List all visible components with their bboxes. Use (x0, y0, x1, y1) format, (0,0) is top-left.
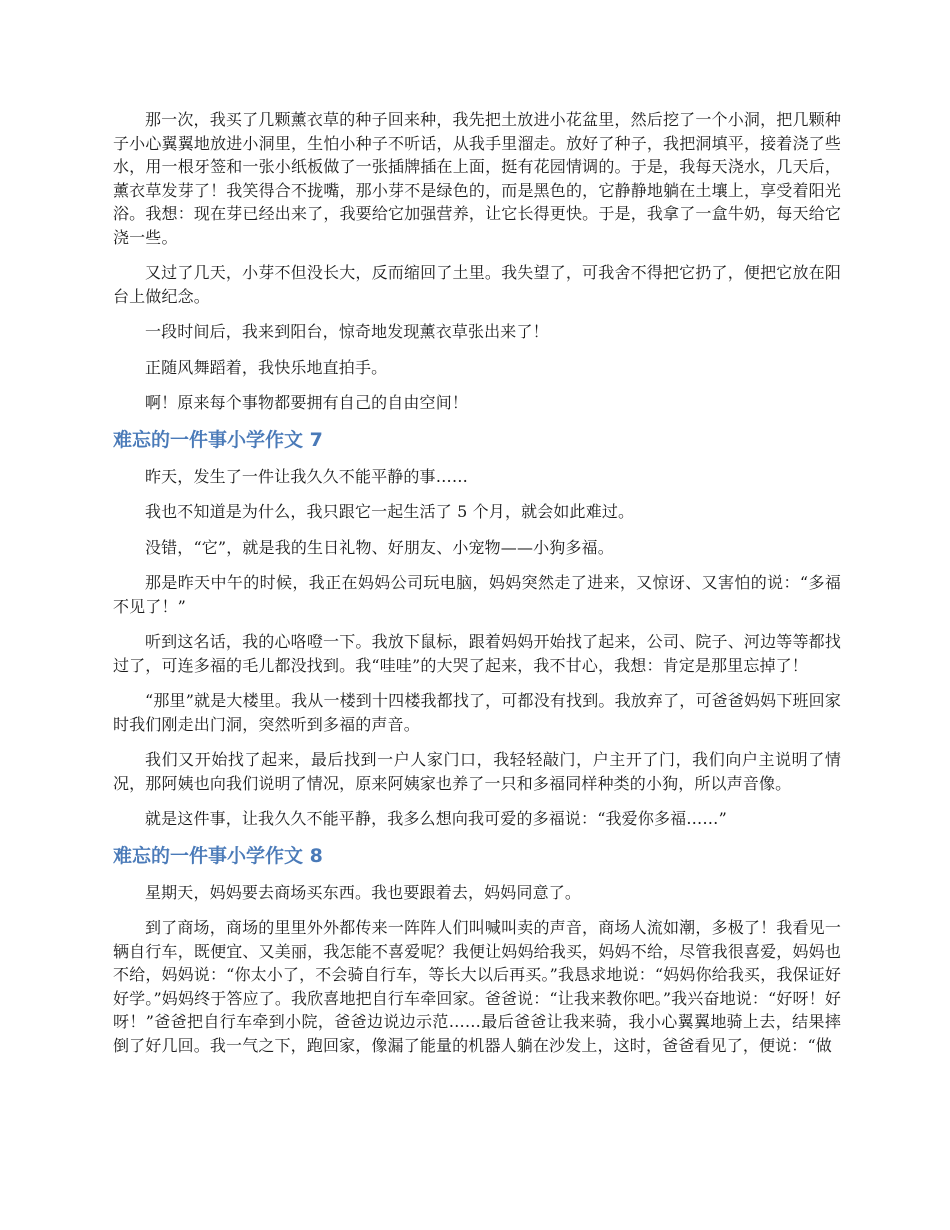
paragraph: 就是这件事，让我久久不能平静，我多么想向我可爱的多福说：“我爱你多福……” (145, 809, 727, 828)
paragraph: 我也不知道是为什么，我只跟它一起生活了 5 个月，就会如此难过。 (145, 502, 635, 521)
paragraph: 到了商场，商场的里里外外都传来一阵阵人们叫喊叫卖的声音，商场人流如潮，多极了！我看见一辆自行车，既便宜、又美丽，我怎能不喜爱呢？我便让妈妈给我买，妈妈不给，尽管我很喜爱，妈妈也不给，妈妈说：“你太小了，不会骑自行车，等长大以后再买。”我恳求地说：“妈妈你给我买，我保证好好学。”妈妈终于答应了。我欣喜地把自行车牵回家。爸爸说：“让我来教你吧。”我兴奋地说：“好呀！好呀！”爸爸把自行车牵到小院，爸爸边说边示范……最后爸爸让我来骑，我小心翼翼地骑上去，结果摔倒了好几回。我一气之下，跑回家，像漏了能量的机器人躺在沙发上，这时，爸爸看见了，便说：“做 (113, 918, 841, 1055)
paragraph: 一段时间后，我来到阳台，惊奇地发现薰衣草张出来了！ (145, 322, 549, 341)
document-page (113, 108, 841, 1069)
paragraph: 没错，“它”，就是我的生日礼物、好朋友、小宠物——小狗多福。 (145, 537, 614, 557)
essay-section-6-continued (113, 108, 841, 415)
section-heading: 难忘的一件事小学作文 7 (113, 428, 323, 451)
essay-section-7 (113, 427, 841, 831)
paragraph: 啊！原来每个事物都要拥有自己的自由空间！ (145, 393, 469, 412)
section-heading: 难忘的一件事小学作文 8 (113, 844, 323, 867)
paragraph: “那里”就是大楼里。我从一楼到十四楼我都找了，可都没有找到。我放弃了，可爸爸妈妈下班回家时我们刚走出门洞，突然听到多福的声音。 (113, 691, 841, 734)
essay-section-8 (113, 843, 841, 1058)
paragraph: 星期天，妈妈要去商场买东西。我也要跟着去，妈妈同意了。 (145, 882, 582, 902)
paragraph: 那一次，我买了几颗薰衣草的种子回来种，我先把土放进小花盆里，然后挖了一个小洞，把几颗种子小心翼翼地放进小洞里，生怕小种子不听话，从我手里溜走。放好了种子，我把洞填平，接着浇了些水，用一根牙签和一张小纸板做了一张插牌插在上面，挺有花园情调的。于是，我每天浇水，几天后，薰衣草发芽了！我笑得合不拢嘴，那小芽不是绿色的，而是黑色的，它静静地躺在土壤上，享受着阳光浴。我想：现在芽已经出来了，我要给它加强营养，让它长得更快。于是，我拿了一盒牛奶，每天给它浇一些。 (113, 110, 841, 247)
paragraph: 那是昨天中午的时候，我正在妈妈公司玩电脑，妈妈突然走了进来，又惊讶、又害怕的说：“多福不见了！” (113, 573, 841, 616)
paragraph: 正随风舞蹈着，我快乐地直拍手。 (145, 357, 388, 377)
paragraph: 听到这名话，我的心咯噔一下。我放下鼠标，跟着妈妈开始找了起来，公司、院子、河边等等都找过了，可连多福的毛儿都没找到。我“哇哇”的大哭了起来，我不甘心，我想：肯定是那里忘掉了！ (113, 632, 841, 675)
paragraph: 我们又开始找了起来，最后找到一户人家门口，我轻轻敲门，户主开了门，我们向户主说明了情况，那阿姨也向我们说明了情况，原来阿姨家也养了一只和多福同样种类的小狗，所以声音像。 (113, 750, 841, 793)
paragraph: 又过了几天，小芽不但没长大，反而缩回了土里。我失望了，可我舍不得把它扔了，便把它放在阳台上做纪念。 (113, 263, 841, 306)
paragraph: 昨天，发生了一件让我久久不能平静的事…… (145, 466, 469, 486)
